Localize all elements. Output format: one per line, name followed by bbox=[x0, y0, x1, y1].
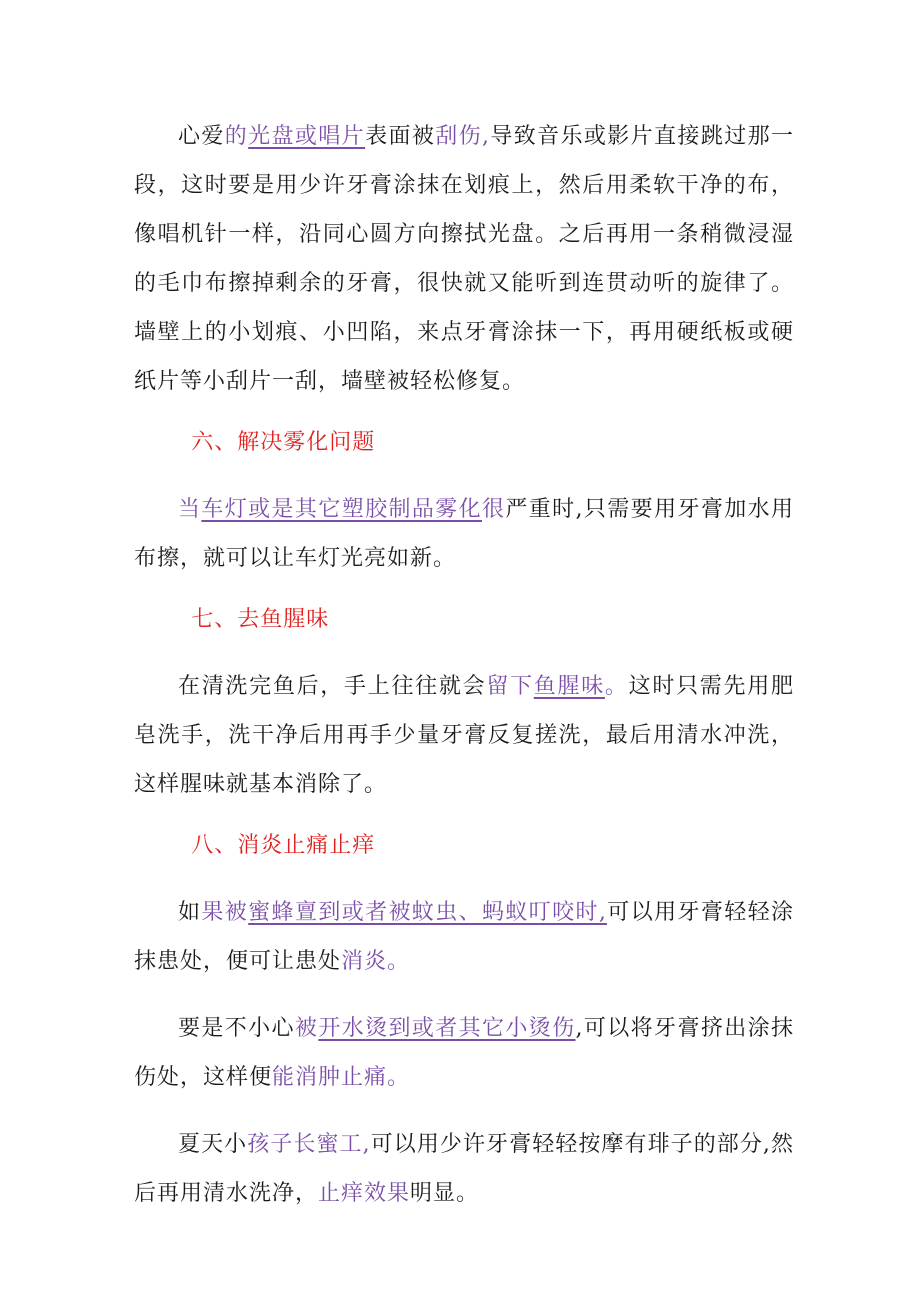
link-text[interactable]: 。 bbox=[604, 674, 629, 699]
text: 这时只需先用肥皂洗手，洗干净后用再手少量牙膏反复搓洗，最后用清水冲洗，这样腥味就基本消除了。 bbox=[134, 674, 794, 797]
paragraph-insect-bite bbox=[134, 888, 794, 986]
section-heading-6: 六、解决雾化问题 bbox=[191, 430, 376, 455]
link-text[interactable]: 很 bbox=[482, 497, 506, 522]
link-text[interactable]: 光盘或唱片 bbox=[248, 124, 366, 149]
link-text[interactable]: 开水烫到或者其它小烫伤 bbox=[318, 1016, 576, 1041]
link-text[interactable]: 留下 bbox=[486, 674, 534, 699]
text: 夏天小 bbox=[178, 1132, 248, 1157]
text: ,可以将牙膏挤出涂抹伤处，这样便 bbox=[134, 1016, 794, 1090]
text: 导致音乐或影片直接跳过那一段，这时要是用少许牙膏涂抹在划痕上，然后用柔软干净的布，像唱机针一样，沿同心圆方向擦拭光盘。之后再用一条稍微浸湿的毛巾布擦掉剩余的牙膏，很快就又能听到连贯动听的旋律了。墙壁上的小划痕、小凹陷，来点牙膏涂抹一下，再用硬纸板或硬纸片等小刮片一刮，墙壁被轻松修复。 bbox=[134, 124, 794, 394]
paragraph-fish-smell bbox=[134, 662, 794, 809]
link-text[interactable]: 果被 bbox=[201, 900, 249, 925]
link-text[interactable]: 止痒效果 bbox=[318, 1181, 411, 1206]
text: 在清洗完鱼后，手上往往就会 bbox=[178, 674, 487, 699]
text: 要是不小心 bbox=[178, 1016, 295, 1041]
text: 如 bbox=[178, 900, 202, 925]
paragraph-fog-removal bbox=[134, 485, 794, 583]
link-text[interactable]: 被 bbox=[294, 1016, 319, 1041]
text: 明显。 bbox=[410, 1181, 480, 1206]
link-text[interactable]: 鱼腥味 bbox=[533, 674, 605, 699]
link-text[interactable]: 车灯或是其它塑胶制品雾化 bbox=[201, 497, 482, 522]
link-text[interactable]: 刮伤, bbox=[435, 124, 490, 149]
text: 心爱 bbox=[178, 124, 225, 149]
text: 可以用少许牙膏轻轻按摩有琲子的部分,然后再用清水洗净， bbox=[134, 1132, 795, 1206]
text: 表面被 bbox=[365, 124, 436, 149]
link-text[interactable]: 孩子长蜜工, bbox=[247, 1132, 371, 1157]
section-heading-7: 七、去鱼腥味 bbox=[191, 607, 330, 632]
document-page bbox=[134, 112, 794, 1218]
paragraph-prickly-heat bbox=[134, 1120, 794, 1218]
text: 可以用牙膏轻轻涂抹患处，便可让患处 bbox=[134, 900, 794, 974]
link-text[interactable]: 当 bbox=[178, 497, 202, 522]
paragraph-scratch-repair bbox=[134, 112, 794, 406]
section-heading-8: 八、消炎止痛止痒 bbox=[191, 833, 376, 858]
text: 严重时,只需要用牙膏加水用布擦，就可以让车灯光亮如新。 bbox=[134, 497, 794, 571]
link-text[interactable]: 蜜蜂亶到或者被蚊虫、蚂蚁叮咬时, bbox=[248, 900, 607, 925]
link-text[interactable]: 能消肿止痛。 bbox=[272, 1065, 411, 1090]
link-text[interactable]: 的 bbox=[224, 124, 249, 149]
paragraph-burn bbox=[134, 1004, 794, 1102]
link-text[interactable]: 消炎。 bbox=[341, 949, 411, 974]
